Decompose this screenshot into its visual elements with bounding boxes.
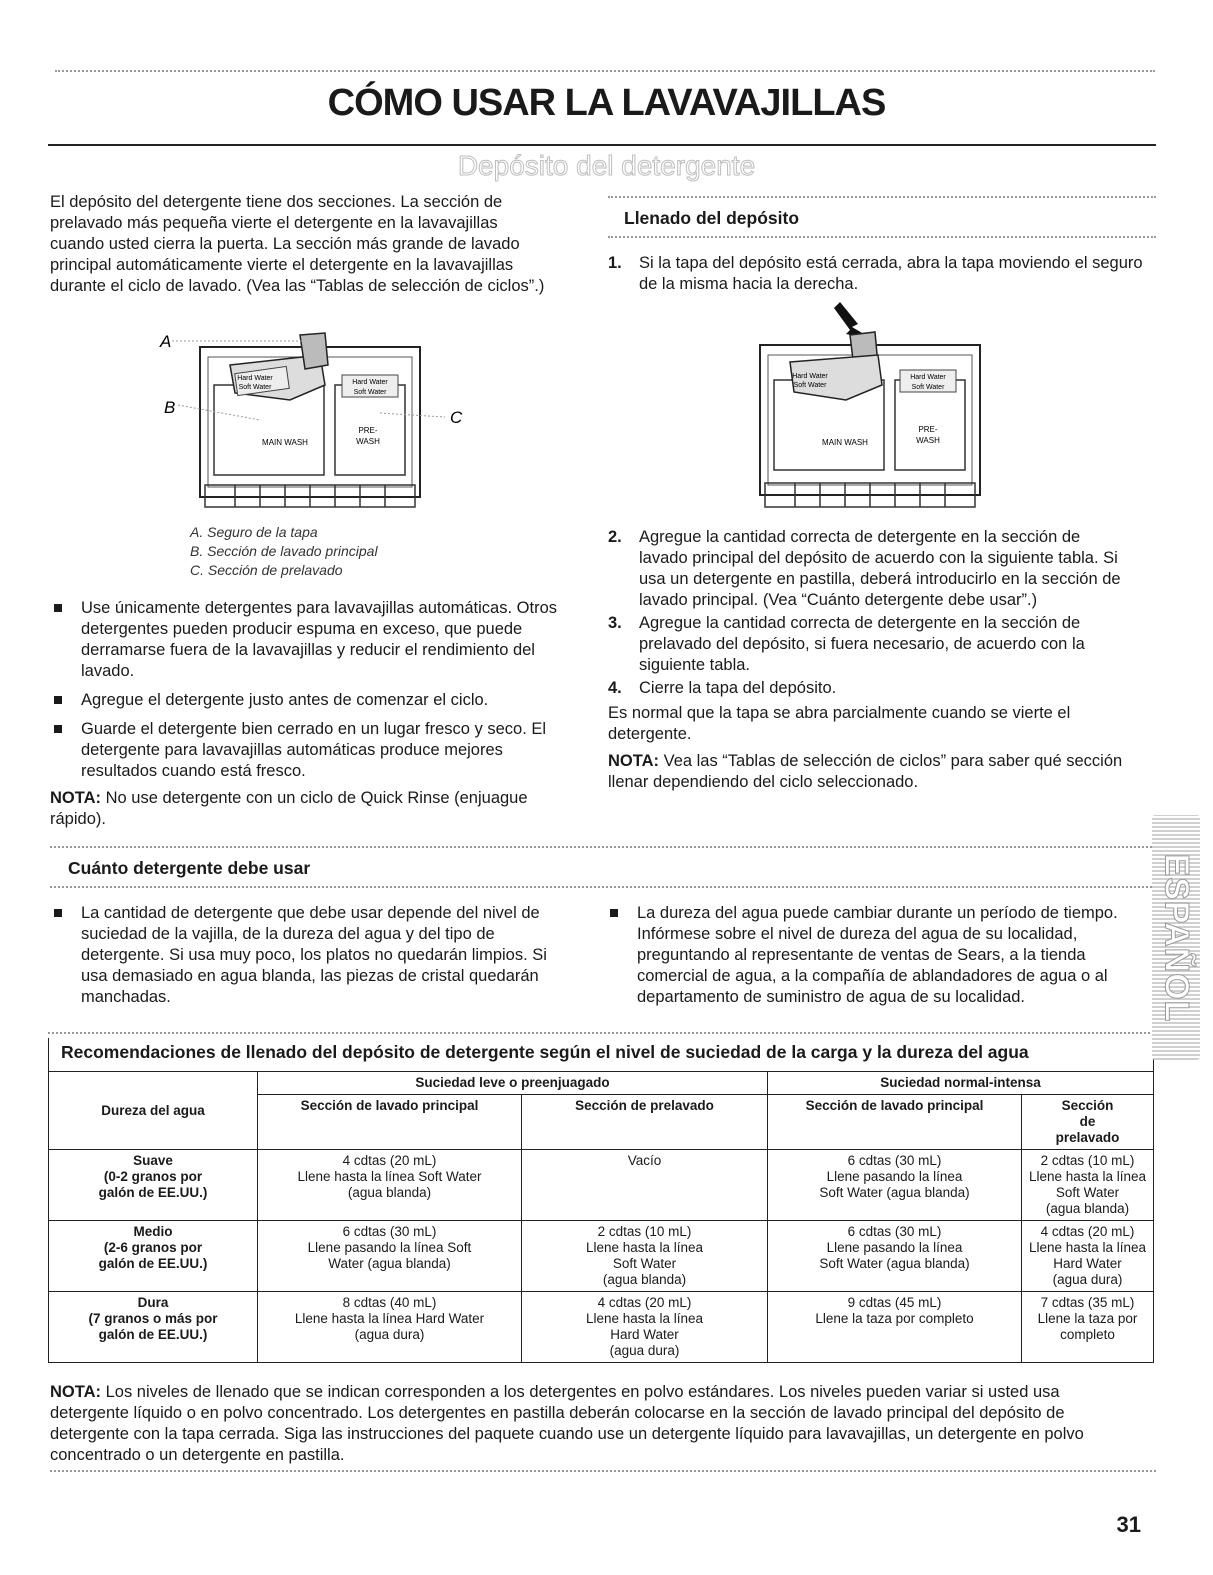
svg-text:PRE-: PRE- bbox=[918, 425, 938, 434]
svg-text:Soft Water: Soft Water bbox=[911, 384, 945, 391]
svg-text:WASH: WASH bbox=[356, 437, 380, 446]
svg-text:Hard Water: Hard Water bbox=[910, 374, 946, 381]
table-title: Recomendaciones de llenado del depósito de detergente según el nivel de suciedad de la carga y la dureza del agua bbox=[48, 1038, 1154, 1071]
figure-captions bbox=[190, 523, 490, 580]
amount-bullet-left bbox=[50, 903, 570, 1016]
dispenser-diagram-open bbox=[750, 300, 990, 515]
svg-text:MAIN WASH: MAIN WASH bbox=[262, 438, 308, 447]
step-number: 1. bbox=[608, 254, 622, 272]
cell: 2 cdtas (10 mL) Llene hasta la línea Soft Water (agua blanda) bbox=[522, 1221, 768, 1292]
table-row bbox=[49, 1221, 1154, 1292]
table-row bbox=[49, 1292, 1154, 1363]
cell: Vacío bbox=[522, 1150, 768, 1221]
page-title: CÓMO USAR LA LAVAVAJILLAS bbox=[327, 82, 886, 124]
col-hardness: Dureza del agua bbox=[49, 1072, 258, 1150]
bullet-icon bbox=[54, 696, 62, 704]
caption-a: A. Seguro de la tapa bbox=[190, 524, 318, 540]
group-light: Suciedad leve o preenjuagado bbox=[258, 1072, 768, 1095]
bottom-rule bbox=[50, 1470, 1156, 1472]
sub-pre-light: Sección de prelavado bbox=[522, 1095, 768, 1150]
svg-text:MAIN WASH: MAIN WASH bbox=[822, 438, 868, 447]
step-1: 1. Si la tapa del depósito está cerrada, abra la tapa moviendo el seguro de la misma hacia la derecha. bbox=[608, 254, 1143, 293]
svg-text:Soft Water: Soft Water bbox=[353, 389, 387, 396]
steps-2-4 bbox=[608, 527, 1128, 793]
step-number: 4. bbox=[608, 679, 622, 697]
title-rule bbox=[48, 144, 1156, 146]
recommendations-box bbox=[48, 1032, 1154, 1363]
caption-b: B. Sección de lavado principal bbox=[190, 543, 378, 559]
bullet-icon bbox=[54, 909, 62, 917]
step-4: 4. Cierre la tapa del depósito. bbox=[608, 679, 837, 697]
amount-bullet-right bbox=[606, 903, 1126, 1016]
fill-subheading: Llenado del depósito bbox=[624, 208, 800, 228]
bullet-icon bbox=[610, 909, 618, 917]
caption-c: C. Sección de prelavado bbox=[190, 562, 343, 578]
sub-main-light: Sección de lavado principal bbox=[258, 1095, 522, 1150]
cell-hardness: Dura (7 granos o más por galón de EE.UU.) bbox=[49, 1292, 258, 1363]
dispenser-diagram-labeled bbox=[150, 325, 480, 515]
fill-rule-bottom bbox=[608, 236, 1156, 238]
step-2: 2. Agregue la cantidad correcta de detergente en la sección de lavado principal del depósito de acuerdo con la siguiente tabla. Si usa un detergente en pastilla, deberá introducirlo en la sección de lavado principal. (Vea “Cuánto detergente debe usar”.) bbox=[608, 528, 1121, 609]
left-note: NOTA: No use detergente con un ciclo de Quick Rinse (enjuague rápido). bbox=[50, 789, 528, 828]
cell-hardness: Suave (0-2 granos por galón de EE.UU.) bbox=[49, 1150, 258, 1221]
cell: 6 cdtas (30 mL) Llene pasando la línea Soft Water (agua blanda) bbox=[768, 1221, 1022, 1292]
label-b: B bbox=[164, 398, 176, 417]
list-item: Agregue el detergente justo antes de comenzar el ciclo. bbox=[50, 690, 570, 711]
list-item: La dureza del agua puede cambiar durante un período de tiempo. Infórmese sobre el nivel de dureza del agua de su localidad, preguntando al representante de ventas de Sears, a la tienda comercial de agua, a la compañía de ablandadores de agua o al departamento de suministro de agua de su localidad. bbox=[606, 903, 1126, 1008]
intro-paragraph: El depósito del detergente tiene dos secciones. La sección de prelavado más pequeña vierte el detergente en la lavavajillas cuando usted cierra la puerta. La sección más grande de lavado principal automáticamente vierte el detergente en la lavavajillas durante el ciclo de lavado. (Vea las “Tablas de selección de ciclos”.) bbox=[50, 193, 545, 295]
cell: 6 cdtas (30 mL) Llene pasando la línea Soft Water (agua blanda) bbox=[258, 1221, 522, 1292]
note-label: NOTA: bbox=[608, 752, 660, 770]
list-item: Guarde el detergente bien cerrado en un lugar fresco y seco. El detergente para lavavajillas automáticas produce mejores resultados cuando está fresco. bbox=[50, 719, 570, 782]
language-tab bbox=[1152, 815, 1200, 1060]
svg-text:Hard Water: Hard Water bbox=[352, 379, 388, 386]
cell: 4 cdtas (20 mL) Llene hasta la línea Soft Water (agua blanda) bbox=[258, 1150, 522, 1221]
svg-text:PRE-: PRE- bbox=[358, 426, 378, 435]
right-note: NOTA: Vea las “Tablas de selección de ciclos” para saber qué sección llenar dependiendo del ciclo seleccionado. bbox=[608, 752, 1123, 791]
recommendations-table bbox=[48, 1071, 1154, 1363]
page-number: 31 bbox=[1116, 1512, 1141, 1537]
svg-text:Hard Water: Hard Water bbox=[237, 375, 273, 382]
cell: 2 cdtas (10 mL) Llene hasta la línea Soft Water (agua blanda) bbox=[1022, 1150, 1154, 1221]
table-header-row bbox=[49, 1072, 1154, 1095]
svg-text:Soft Water: Soft Water bbox=[793, 382, 827, 389]
step-number: 3. bbox=[608, 614, 622, 632]
step-3: 3. Agregue la cantidad correcta de detergente en la sección de prelavado del depósito, si fuera necesario, de acuerdo con la siguiente tabla. bbox=[608, 614, 1085, 674]
section-heading: Depósito del detergente bbox=[457, 150, 756, 181]
cell: 4 cdtas (20 mL) Llene hasta la línea Hard Water (agua dura) bbox=[522, 1292, 768, 1363]
cell: 6 cdtas (30 mL) Llene pasando la línea Soft Water (agua blanda) bbox=[768, 1150, 1022, 1221]
top-rule bbox=[55, 70, 1155, 72]
bottom-note: NOTA: Los niveles de llenado que se indican corresponden a los detergentes en polvo estándares. Los niveles pueden variar si usted usa detergente líquido o en polvo concentrado. Los detergentes en pastilla deberán colocarse en la sección de lavado principal del depósito de detergente con la tapa cerrada. Siga las instrucciones del paquete cuando use un detergente líquido para lavavajillas, un detergente en polvo concentrado o un detergente en pastilla. bbox=[50, 1383, 1084, 1464]
amount-subheading: Cuánto detergente debe usar bbox=[68, 858, 311, 878]
cell-hardness: Medio (2-6 granos por galón de EE.UU.) bbox=[49, 1221, 258, 1292]
amount-rule-bottom bbox=[50, 886, 1156, 888]
sub-main-normal: Sección de lavado principal bbox=[768, 1095, 1022, 1150]
amount-rule-top bbox=[50, 846, 1156, 848]
cell: 4 cdtas (20 mL) Llene hasta la línea Hard Water (agua dura) bbox=[1022, 1221, 1154, 1292]
table-row bbox=[49, 1150, 1154, 1221]
svg-text:Hard Water: Hard Water bbox=[792, 373, 828, 380]
svg-text:WASH: WASH bbox=[916, 436, 940, 445]
bullet-icon bbox=[54, 725, 62, 733]
normal-paragraph: Es normal que la tapa se abra parcialmente cuando se vierte el detergente. bbox=[608, 704, 1071, 743]
cell: 7 cdtas (35 mL) Llene la taza por completo bbox=[1022, 1292, 1154, 1363]
cell: 9 cdtas (45 mL) Llene la taza por completo bbox=[768, 1292, 1022, 1363]
list-item: Use únicamente detergentes para lavavajillas automáticas. Otros detergentes pueden producir espuma en exceso, que puede derramarse fuera de la lavavajillas y reducir el rendimiento del lavado. bbox=[50, 598, 570, 682]
list-item: La cantidad de detergente que debe usar depende del nivel de suciedad de la vajilla, de la dureza del agua y del tipo de detergente. Si usa muy poco, los platos no quedarán limpios. Si usa demasiado en agua blanda, las piezas de cristal quedarán manchadas. bbox=[50, 903, 570, 1008]
note-label: NOTA: bbox=[50, 789, 102, 807]
sub-pre-normal: Sección de prelavado bbox=[1022, 1095, 1154, 1150]
note-label: NOTA: bbox=[50, 1383, 102, 1401]
language-tab-label: ESPAÑOL bbox=[1157, 853, 1196, 1022]
label-a: A bbox=[160, 332, 172, 351]
left-bullet-list bbox=[50, 598, 570, 790]
table-rule-top bbox=[48, 1032, 1154, 1034]
group-normal: Suciedad normal-intensa bbox=[768, 1072, 1154, 1095]
cell: 8 cdtas (40 mL) Llene hasta la línea Hard Water (agua dura) bbox=[258, 1292, 522, 1363]
svg-text:Soft Water: Soft Water bbox=[238, 384, 272, 391]
step-number: 2. bbox=[608, 528, 622, 546]
bullet-icon bbox=[54, 604, 62, 612]
label-c: C bbox=[450, 408, 463, 427]
fill-rule-top bbox=[608, 196, 1156, 198]
